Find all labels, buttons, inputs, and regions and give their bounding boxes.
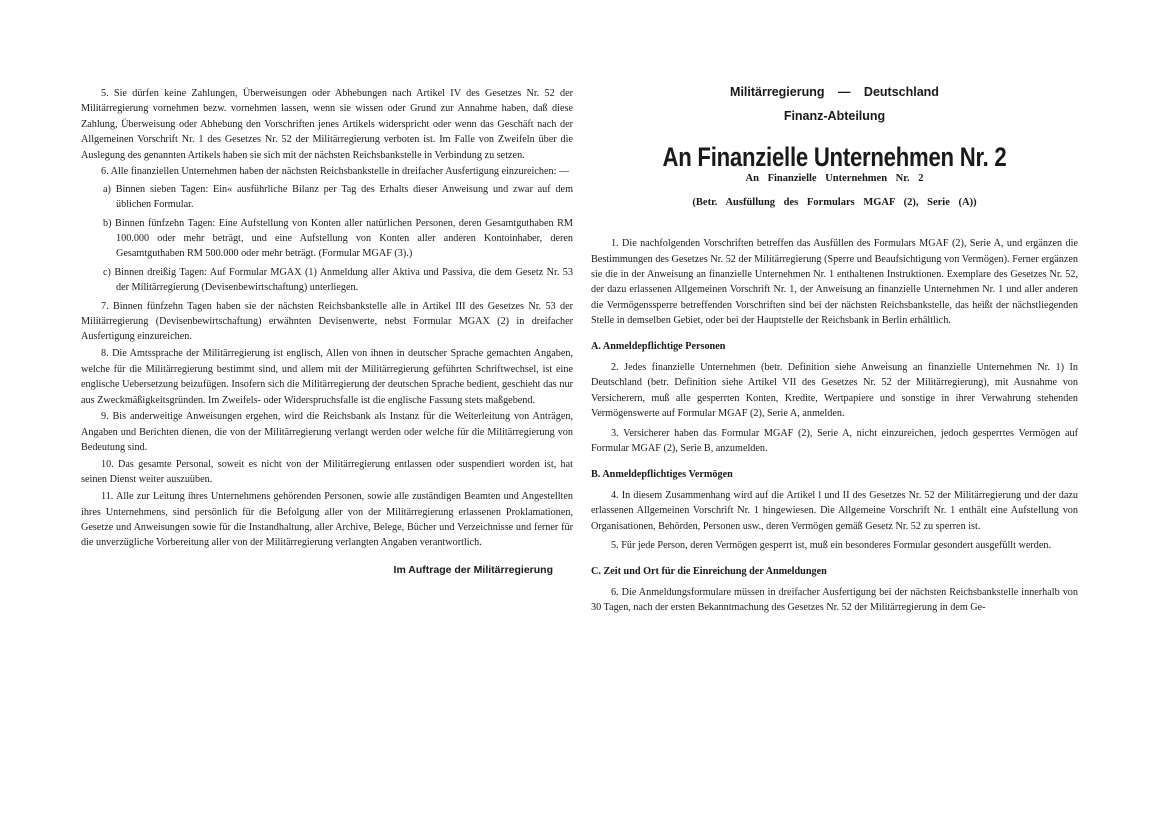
paragraph-3: 3. Versicherer haben das Formular MGAF (2), Serie A, nicht einzureichen, jedoch gesperrtes Vermögen auf Formular MGAF (2), Serie B, anzumelden. — [591, 427, 1078, 455]
document-subtitle: An Finanzielle Unternehmen Nr. 2 — [745, 173, 924, 185]
document-reference: (Betr. Ausfüllung des Formulars MGAF (2), Serie (A)) — [692, 196, 977, 208]
paragraph-2: 2. Jedes finanzielle Unternehmen (betr. Definition siehe Anweisung an finanzielle Unternehmen Nr. 1) In Deutschland (betr. Definition siehe Artikel VII des Gesetzes Nr. 52 der Militärregierung), mit Ausnahme von Versicherern, muß alle gesperrten Konten, Kredite, Wertpapiere und sonstige in ihrer Verwahrung stehenden Vermögenswerte auf Formular MGAF (2), Serie A, anmelden. — [591, 362, 1078, 420]
paragraph-6-right: 6. Die Anmeldungsformulare müssen in dreifacher Ausfertigung bei der nächsten Reichsbankstelle innerhalb von 30 Tagen, nach der ersten Bekanntmachung des Gesetzes Nr. 52 der Militärregierung in dem Ge- — [591, 586, 1078, 614]
header-military-government: Militärregierung — Deutschland — [730, 85, 939, 99]
paragraph-6: 6. Alle finanziellen Unternehmen haben der nächsten Reichsbankstelle in dreifacher Ausfertigung einzureichen: — — [101, 166, 570, 178]
header-finance-division: Finanz-Abteilung — [783, 109, 886, 123]
paragraph-11: 11. Alle zur Leitung ihres Unternehmens gehörenden Personen, sowie alle zuständigen Beamten und Angestellten ihres Unternehmens, sind persönlich für die Befolgung aller von der Militärregierung erlassenen Proklamationen, Gesetze und Anweisungen sowie für die Instandhaltung, aller Archive, Belege, Bücher und Verzeichnisse und ferner für die unverzügliche Vorbereitung aller von der Militärregierung verlangten Angaben verantwortlich. — [81, 491, 573, 549]
document-title: An Finanzielle Unternehmen Nr. 2 — [662, 142, 1007, 172]
left-column — [81, 86, 573, 578]
paragraph-7: 7. Binnen fünfzehn Tagen haben sie der nächsten Reichsbankstelle alle in Artikel III des Gesetzes Nr. 53 der Militärregierung (Devisenbewirtschaftung) erwähnten Devisenwerte, nebst Formular MGAX (2) in dreifacher Ausfertigung einzureichen. — [81, 300, 573, 343]
paragraph-10: 10. Das gesamte Personal, soweit es nicht von der Militärregierung entlassen oder suspendiert worden ist, hat seinen Dienst weiter auszuüben. — [81, 458, 573, 486]
section-b-heading: B. Anmeldepflichtiges Vermögen — [591, 468, 733, 480]
paragraph-5-right: 5. Für jede Person, deren Vermögen gesperrt ist, muß ein besonderes Formular gesondert ausgefüllt werden. — [611, 540, 1052, 552]
paragraph-1: 1. Die nachfolgenden Vorschriften betreffen das Ausfüllen des Formulars MGAF (2), Serie A, und ergänzen die Bestimmungen des Gesetzes Nr. 52 der Militärregierung (Sperre und Beaufsichtigung von Vermögen). Ferner ergänzen sie die in der Anweisung an finanzielle Unternehmen Nr. 1 enthaltenen Instruktionen. Exemplare des Gesetzes Nr. 52, der dazu erlassenen Allgemeinen Vorschrift Nr. 1, der Anweisung an finanzielle Unternehmen Nr. 1 und aller anderen die Vermögenssperre betreffenden Vorschriften sind bei der nächsten Reichsbankstelle, das heißt der nächstliegenden Stelle in demselben Gebiet, oder bei der Hauptstelle der Reichsbank in Berlin erhältlich. — [591, 238, 1078, 327]
paragraph-6a: a) Binnen sieben Tagen: Ein« ausführliche Bilanz per Tag des Erhalts dieser Anweisung und zwar auf dem üblichen Formular. — [103, 183, 573, 211]
paragraph-9: 9. Bis anderweitige Anweisungen ergehen, wird die Reichsbank als Instanz für die Weiterleitung von Anträgen, Angaben und Berichten dienen, die von der Militärregierung verlangt werden oder welche für die Militärregierung von Bedeutung sind. — [81, 411, 573, 454]
signature-line: Im Auftrage der Militärregierung — [393, 563, 553, 576]
paragraph-5: 5. Sie dürfen keine Zahlungen, Überweisungen oder Abhebungen nach Artikel IV des Gesetzes Nr. 52 der Militärregierung vornehmen bezw. vornehmen lassen, wenn sie wissen oder Grund zur Annahme haben, daß diese Zahlung, Überweisung oder Abhebung den Vorschriften jenes Artikels widerspricht oder wenn das Geschäft nach der Allgemeinen Vorschrift Nr. 1 des Gesetzes Nr. 52 der Militärregierung verboten ist. Im Falle von Zweifeln über die Auslegung des genannten Artikels haben sie sich mit der nächsten Reichsbankstelle in Verbindung zu setzen. — [81, 88, 573, 161]
right-column — [591, 84, 1078, 620]
paragraph-6c: c) Binnen dreißig Tagen: Auf Formular MGAX (1) Anmeldung aller Aktiva und Passiva, die dem Gesetz Nr. 53 der Militärregierung (Devisenbewirtschaftung) unterliegen. — [103, 266, 573, 294]
paragraph-6b: b) Binnen fünfzehn Tagen: Eine Aufstellung von Konten aller natürlichen Personen, deren Gesamtguthaben RM 100.000 oder mehr beträgt, und eine Aufstellung von Konten aller anderen Kontoinhaber, deren Gesamtguthaben RM 500.000 oder mehr beträgt. (Formular MGAF (3).) — [103, 217, 573, 260]
section-c-heading: C. Zeit und Ort für die Einreichung der Anmeldungen — [591, 565, 827, 577]
paragraph-8: 8. Die Amtssprache der Militärregierung ist englisch, Allen von ihnen in deutscher Sprache gemachten Angaben, welche für die Militärregierung bestimmt sind, und allem mit der Militärregierung geführten Schriftwechsel, ist eine englische Uebersetzung beizufügen. Insofern sich die Militärregierung der deutschen Sprache bedient, geschieht das nur aus Zweckmäßigkeitsgründen. Im Zweifels- oder Widerspruchsfalle ist die englische Fassung stets maßgebend. — [81, 348, 573, 406]
section-a-heading: A. Anmeldepflichtige Personen — [591, 340, 726, 352]
paragraph-4: 4. In diesem Zusammenhang wird auf die Artikel l und II des Gesetzes Nr. 52 der Militärregierung und der dazu erlassenen Allgemeinen Vorschrift Nr. 1 hingewiesen. Die Allgemeine Vorschrift Nr. 1 enthält eine Aufstellung von Organisationen, Behörden, Personen usw., deren Vermögen gemäß Gesetz Nr. 52 zu sperren ist. — [591, 489, 1078, 532]
